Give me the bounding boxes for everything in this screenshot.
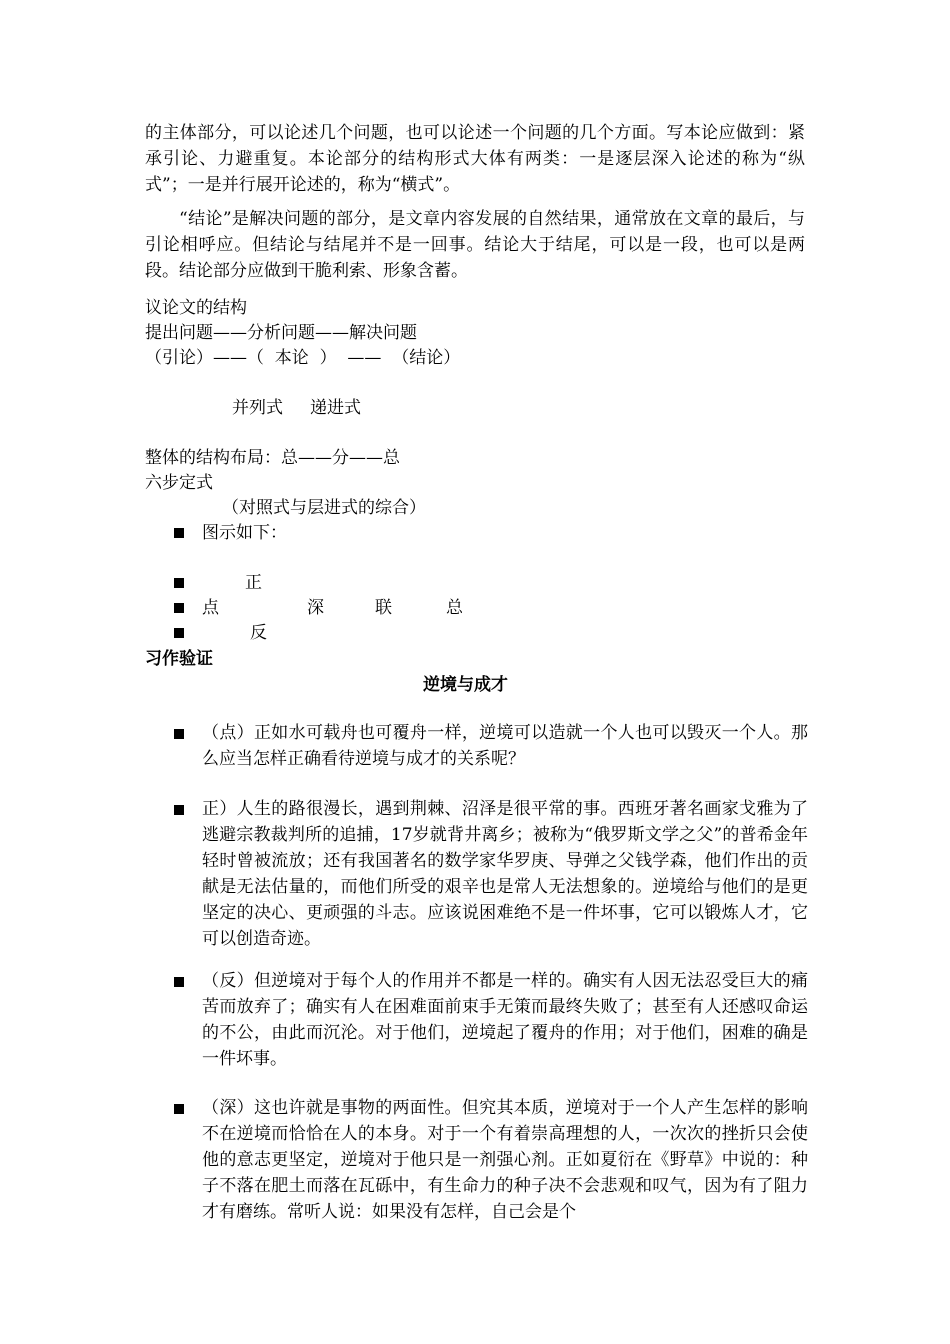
- practice-heading: 习作验证: [145, 649, 213, 669]
- diagram-lian: 联: [375, 598, 392, 618]
- bullet-icon: [174, 805, 184, 815]
- six-step-note: （对照式与层进式的综合）: [222, 498, 426, 518]
- diagram-zheng: 正: [245, 573, 262, 593]
- diagram-dian: 点: [202, 598, 219, 618]
- essay-paragraph-zheng: 正）人生的路很漫长，遇到荆棘、沼泽是很平常的事。西班牙著名画家戈雅为了逃避宗教裁判所的追捕，17岁就背井离乡；被称为“俄罗斯文学之父”的普希金年轻时曾被流放；还有我国著名的数学家华罗庚、导弹之父钱学森，他们作出的贡献是无法估量的，而他们所受的艰辛也是常人无法想象的。逆境给与他们的是更坚定的决心、更顽强的斗志。应该说困难绝不是一件坏事，它可以锻炼人才，它可以创造奇迹。: [202, 799, 808, 949]
- bullet-icon: [174, 977, 184, 987]
- six-step-label: 六步定式: [145, 473, 213, 493]
- essay-title: 逆境与成才: [423, 675, 508, 695]
- structure-subtypes: 并列式 递进式: [232, 398, 362, 418]
- diagram-zong: 总: [446, 598, 463, 618]
- bullet-icon: [174, 1104, 184, 1114]
- diagram-shen: 深: [307, 598, 324, 618]
- bullet-icon: [174, 528, 184, 538]
- structure-line-2: （引论）——（ 本论 ） —— （结论）: [145, 348, 461, 368]
- bullet-icon: [174, 729, 184, 739]
- bullet-icon: [174, 578, 184, 588]
- bullet-icon: [174, 628, 184, 638]
- diagram-label: 图示如下：: [202, 523, 287, 543]
- structure-line-1: 提出问题——分析问题——解决问题: [145, 323, 417, 343]
- structure-layout: 整体的结构布局：总——分——总: [145, 448, 400, 468]
- essay-paragraph-shen: （深）这也许就是事物的两面性。但究其本质，逆境对于一个人产生怎样的影响不在逆境而恰恰在人的本身。对于一个有着崇高理想的人，一次次的挫折只会使他的意志更坚定，逆境对于他只是一剂强心剂。正如夏衍在《野草》中说的：种子不落在肥土而落在瓦砾中，有生命力的种子决不会悲观和叹气，因为有了阻力才有磨练。常听人说：如果没有怎样，自己会是个: [202, 1098, 808, 1222]
- essay-paragraph-fan: （反）但逆境对于每个人的作用并不都是一样的。确实有人因无法忍受巨大的痛苦而放弃了；确实有人在困难面前束手无策而最终失败了；甚至有人还感叹命运的不公，由此而沉沦。对于他们，逆境起了覆舟的作用；对于他们，困难的确是一件坏事。: [202, 971, 808, 1069]
- diagram-fan: 反: [250, 623, 267, 643]
- intro-paragraph-2: “结论”是解决问题的部分，是文章内容发展的自然结果，通常放在文章的最后，与引论相呼应。但结论与结尾并不是一回事。结论大于结尾，可以是一段，也可以是两段。结论部分应做到干脆利索、形象含蓄。: [145, 209, 805, 281]
- structure-heading: 议论文的结构: [145, 298, 247, 318]
- essay-paragraph-dian: （点）正如水可载舟也可覆舟一样，逆境可以造就一个人也可以毁灭一个人。那么应当怎样正确看待逆境与成才的关系呢？: [202, 723, 808, 769]
- bullet-icon: [174, 603, 184, 613]
- intro-paragraph-1: 的主体部分，可以论述几个问题，也可以论述一个问题的几个方面。写本论应做到：紧承引论、力避重复。本论部分的结构形式大体有两类：一是逐层深入论述的称为“纵式”；一是并行展开论述的，称为“横式”。: [145, 123, 805, 195]
